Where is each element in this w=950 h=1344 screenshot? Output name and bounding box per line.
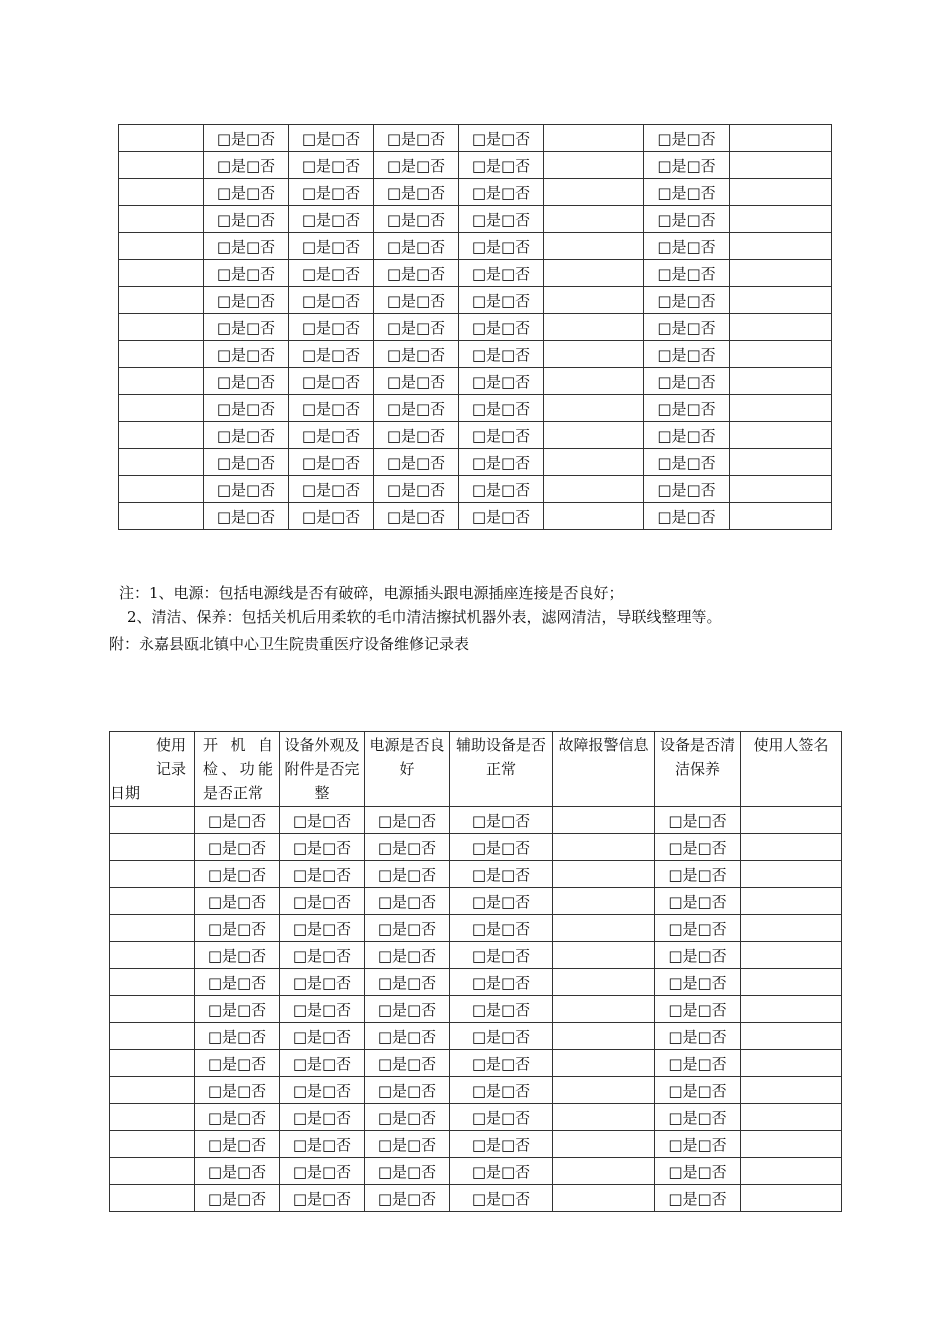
yes-no-checkbox[interactable]: □是□否	[459, 503, 544, 530]
yes-no-checkbox[interactable]: □是□否	[374, 233, 459, 260]
yes-no-checkbox[interactable]: □是□否	[459, 341, 544, 368]
blank-cell[interactable]	[730, 314, 832, 341]
yes-no-checkbox[interactable]: □是□否	[374, 449, 459, 476]
yes-no-checkbox[interactable]: □是□否	[655, 1023, 741, 1050]
yes-no-checkbox[interactable]: □是□否	[450, 1050, 553, 1077]
blank-cell[interactable]	[119, 449, 204, 476]
yes-no-checkbox[interactable]: □是□否	[280, 807, 365, 834]
blank-cell[interactable]	[741, 1077, 842, 1104]
table-row	[119, 314, 832, 341]
yes-no-checkbox[interactable]: □是□否	[655, 996, 741, 1023]
blank-cell[interactable]	[553, 888, 655, 915]
blank-cell[interactable]	[119, 503, 204, 530]
table-row	[110, 969, 842, 996]
yes-no-checkbox[interactable]: □是□否	[204, 476, 289, 503]
yes-no-checkbox[interactable]: □是□否	[459, 422, 544, 449]
blank-cell[interactable]	[730, 476, 832, 503]
yes-no-checkbox[interactable]: □是□否	[450, 969, 553, 996]
blank-cell[interactable]	[553, 915, 655, 942]
table-row	[119, 179, 832, 206]
yes-no-checkbox[interactable]: □是□否	[459, 476, 544, 503]
header-usage-date: 使用 记录 日期	[110, 732, 195, 807]
blank-cell[interactable]	[553, 834, 655, 861]
yes-no-checkbox[interactable]: □是□否	[289, 476, 374, 503]
blank-cell[interactable]	[110, 834, 195, 861]
record-table-top	[118, 124, 832, 530]
yes-no-checkbox[interactable]: □是□否	[280, 1050, 365, 1077]
blank-cell[interactable]	[119, 341, 204, 368]
blank-cell[interactable]	[544, 233, 644, 260]
blank-cell[interactable]	[119, 422, 204, 449]
blank-cell[interactable]	[119, 287, 204, 314]
blank-cell[interactable]	[741, 942, 842, 969]
blank-cell[interactable]	[553, 969, 655, 996]
yes-no-checkbox[interactable]: □是□否	[365, 942, 450, 969]
table-row	[110, 1185, 842, 1212]
record-table-bottom	[109, 731, 842, 1212]
blank-cell[interactable]	[544, 449, 644, 476]
blank-cell[interactable]	[119, 260, 204, 287]
yes-no-checkbox[interactable]: □是□否	[204, 233, 289, 260]
yes-no-checkbox[interactable]: □是□否	[450, 915, 553, 942]
yes-no-checkbox[interactable]: □是□否	[450, 1077, 553, 1104]
yes-no-checkbox[interactable]: □是□否	[365, 807, 450, 834]
yes-no-checkbox[interactable]: □是□否	[655, 807, 741, 834]
yes-no-checkbox[interactable]: □是□否	[204, 341, 289, 368]
yes-no-checkbox[interactable]: □是□否	[289, 314, 374, 341]
table-row	[110, 1050, 842, 1077]
blank-cell[interactable]	[730, 341, 832, 368]
table-row	[110, 1077, 842, 1104]
blank-cell[interactable]	[553, 1023, 655, 1050]
yes-no-checkbox[interactable]: □是□否	[655, 1050, 741, 1077]
blank-cell[interactable]	[119, 476, 204, 503]
yes-no-checkbox[interactable]: □是□否	[204, 260, 289, 287]
yes-no-checkbox[interactable]: □是□否	[644, 341, 730, 368]
blank-cell[interactable]	[544, 503, 644, 530]
blank-cell[interactable]	[544, 206, 644, 233]
yes-no-checkbox[interactable]: □是□否	[365, 969, 450, 996]
yes-no-checkbox[interactable]: □是□否	[195, 942, 280, 969]
yes-no-checkbox[interactable]: □是□否	[374, 287, 459, 314]
yes-no-checkbox[interactable]: □是□否	[450, 996, 553, 1023]
yes-no-checkbox[interactable]: □是□否	[289, 206, 374, 233]
yes-no-checkbox[interactable]: □是□否	[459, 206, 544, 233]
yes-no-checkbox[interactable]: □是□否	[280, 1185, 365, 1212]
blank-cell[interactable]	[544, 152, 644, 179]
yes-no-checkbox[interactable]: □是□否	[644, 260, 730, 287]
yes-no-checkbox[interactable]: □是□否	[644, 476, 730, 503]
table-row	[110, 996, 842, 1023]
yes-no-checkbox[interactable]: □是□否	[195, 915, 280, 942]
yes-no-checkbox[interactable]: □是□否	[204, 152, 289, 179]
blank-cell[interactable]	[741, 1104, 842, 1131]
blank-cell[interactable]	[730, 125, 832, 152]
header-power: 电源是否良好	[365, 732, 450, 807]
yes-no-checkbox[interactable]: □是□否	[365, 834, 450, 861]
yes-no-checkbox[interactable]: □是□否	[450, 942, 553, 969]
blank-cell[interactable]	[741, 1050, 842, 1077]
yes-no-checkbox[interactable]: □是□否	[655, 1158, 741, 1185]
yes-no-checkbox[interactable]: □是□否	[365, 1050, 450, 1077]
blank-cell[interactable]	[110, 996, 195, 1023]
yes-no-checkbox[interactable]: □是□否	[450, 861, 553, 888]
blank-cell[interactable]	[119, 206, 204, 233]
yes-no-checkbox[interactable]: □是□否	[365, 861, 450, 888]
yes-no-checkbox[interactable]: □是□否	[195, 1050, 280, 1077]
yes-no-checkbox[interactable]: □是□否	[195, 834, 280, 861]
yes-no-checkbox[interactable]: □是□否	[195, 969, 280, 996]
yes-no-checkbox[interactable]: □是□否	[289, 341, 374, 368]
table-row	[119, 395, 832, 422]
yes-no-checkbox[interactable]: □是□否	[644, 449, 730, 476]
yes-no-checkbox[interactable]: □是□否	[374, 395, 459, 422]
blank-cell[interactable]	[119, 125, 204, 152]
yes-no-checkbox[interactable]: □是□否	[204, 422, 289, 449]
yes-no-checkbox[interactable]: □是□否	[195, 861, 280, 888]
yes-no-checkbox[interactable]: □是□否	[365, 1104, 450, 1131]
yes-no-checkbox[interactable]: □是□否	[655, 969, 741, 996]
yes-no-checkbox[interactable]: □是□否	[655, 1104, 741, 1131]
blank-cell[interactable]	[741, 915, 842, 942]
blank-cell[interactable]	[553, 1077, 655, 1104]
blank-cell[interactable]	[110, 1023, 195, 1050]
yes-no-checkbox[interactable]: □是□否	[644, 368, 730, 395]
blank-cell[interactable]	[553, 942, 655, 969]
yes-no-checkbox[interactable]: □是□否	[289, 152, 374, 179]
yes-no-checkbox[interactable]: □是□否	[289, 503, 374, 530]
yes-no-checkbox[interactable]: □是□否	[644, 125, 730, 152]
yes-no-checkbox[interactable]: □是□否	[450, 834, 553, 861]
blank-cell[interactable]	[544, 125, 644, 152]
yes-no-checkbox[interactable]: □是□否	[289, 287, 374, 314]
yes-no-checkbox[interactable]: □是□否	[459, 125, 544, 152]
blank-cell[interactable]	[730, 503, 832, 530]
blank-cell[interactable]	[741, 1185, 842, 1212]
blank-cell[interactable]	[730, 206, 832, 233]
table-row	[110, 861, 842, 888]
blank-cell[interactable]	[110, 1158, 195, 1185]
blank-cell[interactable]	[110, 888, 195, 915]
yes-no-checkbox[interactable]: □是□否	[365, 1185, 450, 1212]
yes-no-checkbox[interactable]: □是□否	[280, 834, 365, 861]
blank-cell[interactable]	[110, 1050, 195, 1077]
table-row	[119, 476, 832, 503]
blank-cell[interactable]	[544, 395, 644, 422]
yes-no-checkbox[interactable]: □是□否	[459, 233, 544, 260]
yes-no-checkbox[interactable]: □是□否	[459, 179, 544, 206]
table-row	[119, 125, 832, 152]
note-power: 注：1、电源：包括电源线是否有破碎，电源插头跟电源插座连接是否良好；	[119, 584, 624, 602]
header-row	[110, 732, 842, 807]
blank-cell[interactable]	[110, 1185, 195, 1212]
yes-no-checkbox[interactable]: □是□否	[644, 503, 730, 530]
blank-cell[interactable]	[110, 915, 195, 942]
yes-no-checkbox[interactable]: □是□否	[204, 125, 289, 152]
table-row	[119, 260, 832, 287]
blank-cell[interactable]	[110, 942, 195, 969]
blank-cell[interactable]	[544, 314, 644, 341]
yes-no-checkbox[interactable]: □是□否	[204, 503, 289, 530]
yes-no-checkbox[interactable]: □是□否	[459, 395, 544, 422]
yes-no-checkbox[interactable]: □是□否	[450, 1158, 553, 1185]
yes-no-checkbox[interactable]: □是□否	[459, 449, 544, 476]
table-row	[119, 152, 832, 179]
yes-no-checkbox[interactable]: □是□否	[374, 260, 459, 287]
blank-cell[interactable]	[730, 287, 832, 314]
blank-cell[interactable]	[730, 152, 832, 179]
table-row	[110, 807, 842, 834]
yes-no-checkbox[interactable]: □是□否	[195, 1158, 280, 1185]
yes-no-checkbox[interactable]: □是□否	[374, 314, 459, 341]
yes-no-checkbox[interactable]: □是□否	[655, 1077, 741, 1104]
yes-no-checkbox[interactable]: □是□否	[374, 152, 459, 179]
yes-no-checkbox[interactable]: □是□否	[459, 152, 544, 179]
blank-cell[interactable]	[110, 1077, 195, 1104]
yes-no-checkbox[interactable]: □是□否	[195, 1131, 280, 1158]
blank-cell[interactable]	[110, 807, 195, 834]
blank-cell[interactable]	[553, 1131, 655, 1158]
blank-cell[interactable]	[730, 179, 832, 206]
yes-no-checkbox[interactable]: □是□否	[644, 422, 730, 449]
yes-no-checkbox[interactable]: □是□否	[289, 368, 374, 395]
yes-no-checkbox[interactable]: □是□否	[365, 1023, 450, 1050]
yes-no-checkbox[interactable]: □是□否	[195, 888, 280, 915]
table-row	[110, 888, 842, 915]
blank-cell[interactable]	[553, 1158, 655, 1185]
table-row	[110, 1158, 842, 1185]
yes-no-checkbox[interactable]: □是□否	[289, 179, 374, 206]
yes-no-checkbox[interactable]: □是□否	[365, 996, 450, 1023]
blank-cell[interactable]	[544, 260, 644, 287]
blank-cell[interactable]	[553, 861, 655, 888]
yes-no-checkbox[interactable]: □是□否	[450, 1023, 553, 1050]
yes-no-checkbox[interactable]: □是□否	[195, 996, 280, 1023]
yes-no-checkbox[interactable]: □是□否	[459, 314, 544, 341]
table-row	[119, 287, 832, 314]
blank-cell[interactable]	[119, 368, 204, 395]
header-signature: 使用人签名	[741, 732, 842, 807]
blank-cell[interactable]	[553, 996, 655, 1023]
yes-no-checkbox[interactable]: □是□否	[280, 1077, 365, 1104]
blank-cell[interactable]	[741, 861, 842, 888]
yes-no-checkbox[interactable]: □是□否	[450, 807, 553, 834]
header-startup-check: 开 机 自 检、功能是否正常	[195, 732, 280, 807]
blank-cell[interactable]	[730, 449, 832, 476]
blank-cell[interactable]	[741, 1023, 842, 1050]
table-row	[110, 1131, 842, 1158]
blank-cell[interactable]	[553, 807, 655, 834]
blank-cell[interactable]	[119, 395, 204, 422]
blank-cell[interactable]	[110, 1104, 195, 1131]
yes-no-checkbox[interactable]: □是□否	[289, 233, 374, 260]
yes-no-checkbox[interactable]: □是□否	[204, 368, 289, 395]
yes-no-checkbox[interactable]: □是□否	[655, 915, 741, 942]
blank-cell[interactable]	[544, 287, 644, 314]
blank-cell[interactable]	[741, 996, 842, 1023]
yes-no-checkbox[interactable]: □是□否	[450, 1131, 553, 1158]
yes-no-checkbox[interactable]: □是□否	[289, 395, 374, 422]
yes-no-checkbox[interactable]: □是□否	[289, 125, 374, 152]
yes-no-checkbox[interactable]: □是□否	[450, 1185, 553, 1212]
table-row	[110, 834, 842, 861]
yes-no-checkbox[interactable]: □是□否	[374, 179, 459, 206]
yes-no-checkbox[interactable]: □是□否	[374, 503, 459, 530]
table-row	[110, 942, 842, 969]
yes-no-checkbox[interactable]: □是□否	[644, 395, 730, 422]
attachment-title: 附：永嘉县瓯北镇中心卫生院贵重医疗设备维修记录表	[109, 635, 470, 653]
yes-no-checkbox[interactable]: □是□否	[655, 942, 741, 969]
table-row	[119, 233, 832, 260]
yes-no-checkbox[interactable]: □是□否	[280, 1158, 365, 1185]
table-row	[119, 449, 832, 476]
yes-no-checkbox[interactable]: □是□否	[450, 888, 553, 915]
header-appearance: 设备外观及附件是否完整	[280, 732, 365, 807]
blank-cell[interactable]	[553, 1185, 655, 1212]
blank-cell[interactable]	[730, 422, 832, 449]
blank-cell[interactable]	[553, 1104, 655, 1131]
blank-cell[interactable]	[544, 476, 644, 503]
yes-no-checkbox[interactable]: □是□否	[655, 861, 741, 888]
yes-no-checkbox[interactable]: □是□否	[374, 125, 459, 152]
blank-cell[interactable]	[741, 834, 842, 861]
yes-no-checkbox[interactable]: □是□否	[365, 1077, 450, 1104]
yes-no-checkbox[interactable]: □是□否	[644, 152, 730, 179]
yes-no-checkbox[interactable]: □是□否	[280, 1023, 365, 1050]
blank-cell[interactable]	[119, 314, 204, 341]
yes-no-checkbox[interactable]: □是□否	[204, 206, 289, 233]
yes-no-checkbox[interactable]: □是□否	[459, 287, 544, 314]
blank-cell[interactable]	[741, 807, 842, 834]
header-cleaning: 设备是否清洁保养	[655, 732, 741, 807]
yes-no-checkbox[interactable]: □是□否	[280, 861, 365, 888]
blank-cell[interactable]	[119, 179, 204, 206]
blank-cell[interactable]	[544, 368, 644, 395]
yes-no-checkbox[interactable]: □是□否	[365, 915, 450, 942]
yes-no-checkbox[interactable]: □是□否	[374, 368, 459, 395]
blank-cell[interactable]	[741, 888, 842, 915]
yes-no-checkbox[interactable]: □是□否	[644, 206, 730, 233]
blank-cell[interactable]	[110, 861, 195, 888]
blank-cell[interactable]	[544, 341, 644, 368]
yes-no-checkbox[interactable]: □是□否	[204, 314, 289, 341]
yes-no-checkbox[interactable]: □是□否	[195, 1104, 280, 1131]
blank-cell[interactable]	[730, 233, 832, 260]
yes-no-checkbox[interactable]: □是□否	[655, 888, 741, 915]
yes-no-checkbox[interactable]: □是□否	[655, 1185, 741, 1212]
yes-no-checkbox[interactable]: □是□否	[204, 179, 289, 206]
table-row	[110, 1104, 842, 1131]
note-cleaning: 2、清洁、保养：包括关机后用柔软的毛巾清洁擦拭机器外表，滤网清洁，导联线整理等。	[127, 608, 722, 626]
yes-no-checkbox[interactable]: □是□否	[655, 834, 741, 861]
header-auxiliary: 辅助设备是否正常	[450, 732, 553, 807]
blank-cell[interactable]	[730, 395, 832, 422]
blank-cell[interactable]	[741, 1131, 842, 1158]
yes-no-checkbox[interactable]: □是□否	[289, 449, 374, 476]
yes-no-checkbox[interactable]: □是□否	[644, 233, 730, 260]
table-row	[119, 503, 832, 530]
blank-cell[interactable]	[730, 368, 832, 395]
yes-no-checkbox[interactable]: □是□否	[280, 969, 365, 996]
header-fault-alarm: 故障报警信息	[553, 732, 655, 807]
yes-no-checkbox[interactable]: □是□否	[644, 179, 730, 206]
yes-no-checkbox[interactable]: □是□否	[644, 287, 730, 314]
yes-no-checkbox[interactable]: □是□否	[374, 341, 459, 368]
yes-no-checkbox[interactable]: □是□否	[450, 1104, 553, 1131]
yes-no-checkbox[interactable]: □是□否	[374, 422, 459, 449]
yes-no-checkbox[interactable]: □是□否	[365, 1131, 450, 1158]
yes-no-checkbox[interactable]: □是□否	[280, 888, 365, 915]
table-row	[110, 915, 842, 942]
yes-no-checkbox[interactable]: □是□否	[655, 1131, 741, 1158]
yes-no-checkbox[interactable]: □是□否	[289, 422, 374, 449]
yes-no-checkbox[interactable]: □是□否	[195, 1077, 280, 1104]
yes-no-checkbox[interactable]: □是□否	[280, 1131, 365, 1158]
table-row	[119, 206, 832, 233]
yes-no-checkbox[interactable]: □是□否	[204, 395, 289, 422]
blank-cell[interactable]	[110, 1131, 195, 1158]
table-row	[110, 1023, 842, 1050]
table-row	[119, 341, 832, 368]
blank-cell[interactable]	[553, 1050, 655, 1077]
yes-no-checkbox[interactable]: □是□否	[289, 260, 374, 287]
blank-cell[interactable]	[119, 152, 204, 179]
yes-no-checkbox[interactable]: □是□否	[365, 888, 450, 915]
blank-cell[interactable]	[544, 179, 644, 206]
yes-no-checkbox[interactable]: □是□否	[280, 915, 365, 942]
table-row	[119, 368, 832, 395]
yes-no-checkbox[interactable]: □是□否	[204, 287, 289, 314]
blank-cell[interactable]	[741, 969, 842, 996]
blank-cell[interactable]	[741, 1158, 842, 1185]
yes-no-checkbox[interactable]: □是□否	[280, 942, 365, 969]
blank-cell[interactable]	[730, 260, 832, 287]
yes-no-checkbox[interactable]: □是□否	[280, 996, 365, 1023]
yes-no-checkbox[interactable]: □是□否	[374, 206, 459, 233]
yes-no-checkbox[interactable]: □是□否	[195, 1185, 280, 1212]
blank-cell[interactable]	[544, 422, 644, 449]
table-row	[119, 422, 832, 449]
yes-no-checkbox[interactable]: □是□否	[374, 476, 459, 503]
yes-no-checkbox[interactable]: □是□否	[459, 368, 544, 395]
yes-no-checkbox[interactable]: □是□否	[644, 314, 730, 341]
yes-no-checkbox[interactable]: □是□否	[195, 807, 280, 834]
blank-cell[interactable]	[119, 233, 204, 260]
yes-no-checkbox[interactable]: □是□否	[204, 449, 289, 476]
blank-cell[interactable]	[110, 969, 195, 996]
yes-no-checkbox[interactable]: □是□否	[280, 1104, 365, 1131]
yes-no-checkbox[interactable]: □是□否	[195, 1023, 280, 1050]
yes-no-checkbox[interactable]: □是□否	[365, 1158, 450, 1185]
yes-no-checkbox[interactable]: □是□否	[459, 260, 544, 287]
